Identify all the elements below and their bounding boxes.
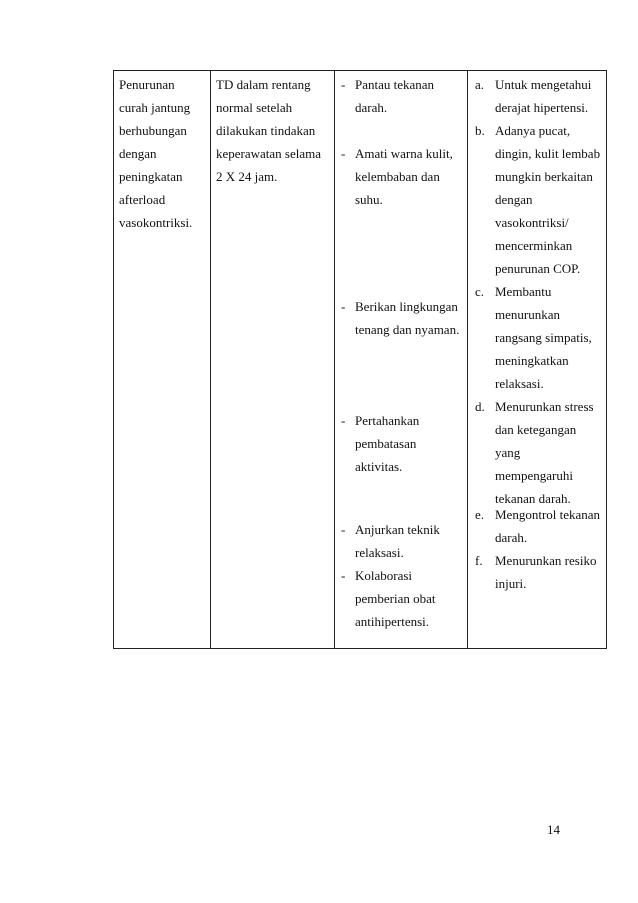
list-item: Pertahankan	[355, 413, 420, 428]
cell-line: peningkatan	[119, 169, 183, 184]
list-item: Menurunkan stress	[495, 399, 594, 414]
list-item: penurunan COP.	[495, 261, 581, 276]
list-item: Mengontrol tekanan	[495, 507, 601, 522]
list-marker: d.	[475, 399, 485, 414]
list-item: tekanan darah.	[495, 491, 571, 506]
list-item: suhu.	[355, 192, 383, 207]
list-item: aktivitas.	[355, 459, 403, 474]
table-row	[114, 71, 607, 649]
list-item: menurunkan	[495, 307, 560, 322]
cell-line: dilakukan tindakan	[216, 123, 316, 138]
list-item: yang	[495, 445, 521, 460]
cell-line: berhubungan	[119, 123, 187, 138]
list-item: relaksasi.	[495, 376, 544, 391]
cell-line: TD dalam rentang	[216, 77, 311, 92]
cell-line: keperawatan selama	[216, 146, 322, 161]
list-item: derajat hipertensi.	[495, 100, 589, 115]
list-marker: -	[341, 568, 346, 583]
list-item: rangsang simpatis,	[495, 330, 592, 345]
cell-line: Penurunan	[119, 77, 175, 92]
list-item: Pantau tekanan	[355, 77, 435, 92]
list-marker: b.	[475, 123, 485, 138]
list-marker: e.	[475, 507, 485, 522]
rationale-cell	[468, 71, 607, 649]
list-item: Adanya pucat,	[495, 123, 571, 138]
list-marker: -	[341, 413, 346, 428]
list-item: dan ketegangan	[495, 422, 577, 437]
list-item: Amati warna kulit,	[355, 146, 453, 161]
list-item: Menurunkan resiko	[495, 553, 597, 568]
list-item: tenang dan nyaman.	[355, 322, 460, 337]
list-marker: -	[341, 299, 346, 314]
list-item: Untuk mengetahui	[495, 77, 592, 92]
list-item: darah.	[495, 530, 528, 545]
list-marker: -	[341, 146, 346, 161]
care-plan-table	[113, 70, 607, 649]
list-item: Berikan lingkungan	[355, 299, 458, 314]
cell-line: dengan	[119, 146, 157, 161]
list-marker: c.	[475, 284, 485, 299]
list-item: kelembaban dan	[355, 169, 440, 184]
list-item: dingin, kulit lembab	[495, 146, 601, 161]
list-item: pemberian obat	[355, 591, 436, 606]
list-marker: a.	[475, 77, 485, 92]
page-number: 14	[547, 822, 560, 837]
cell-line: 2 X 24 jam.	[216, 169, 278, 184]
list-item: meningkatkan	[495, 353, 569, 368]
list-item: mungkin berkaitan	[495, 169, 593, 184]
list-item: Membantu	[495, 284, 552, 299]
list-item: antihipertensi.	[355, 614, 430, 629]
list-marker: f.	[475, 553, 483, 568]
list-item: pembatasan	[355, 436, 417, 451]
list-item: vasokontriksi/	[495, 215, 569, 230]
diagnosis-cell	[114, 71, 211, 649]
goal-cell	[211, 71, 335, 649]
intervention-cell	[335, 71, 468, 649]
list-item: Anjurkan teknik	[355, 522, 440, 537]
cell-line: curah jantung	[119, 100, 191, 115]
list-item: darah.	[355, 100, 388, 115]
cell-line: vasokontriksi.	[119, 215, 193, 230]
list-item: mempengaruhi	[495, 468, 573, 483]
cell-line: afterload	[119, 192, 166, 207]
list-item: injuri.	[495, 576, 527, 591]
cell-line: normal setelah	[216, 100, 293, 115]
list-marker: -	[341, 77, 346, 92]
list-marker: -	[341, 522, 346, 537]
list-item: Kolaborasi	[355, 568, 413, 583]
list-item: relaksasi.	[355, 545, 404, 560]
list-item: mencerminkan	[495, 238, 573, 253]
list-item: dengan	[495, 192, 533, 207]
